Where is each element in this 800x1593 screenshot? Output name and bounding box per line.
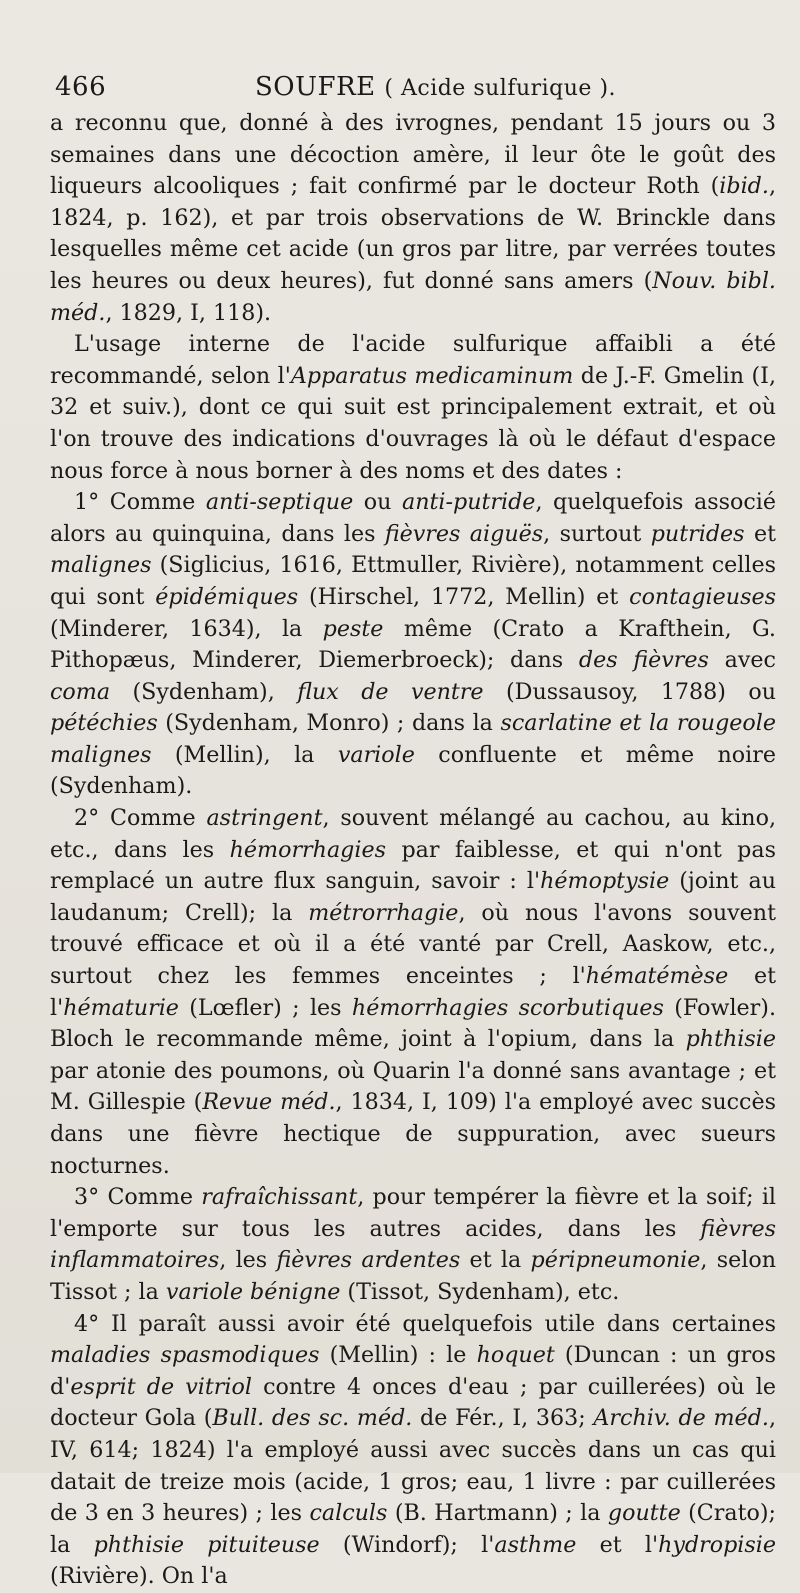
italic-run: anti-septique — [205, 489, 354, 516]
text-run: de J.-F. Gmelin (I, 32 et suiv.), dont ce qui suit est principalement extrait, et où l'on trouve des indications d'ouvrages là où le défaut d'espace nous force à nous borner à des noms et des dates : — [50, 362, 776, 484]
italic-run: ibid. — [719, 173, 769, 200]
italic-run: hémoptysie — [540, 868, 670, 895]
text-run: confluente et même noire (Sydenham). — [50, 741, 776, 800]
text-run: , 1834, I, 109) l'a employé avec succès dans une fièvre hectique de suppuration, avec sueurs nocturnes. — [50, 1089, 776, 1179]
text-run: (Rivière). On l'a — [50, 1563, 228, 1590]
text-run: , quelquefois associé alors au quinquina, dans les — [50, 489, 776, 547]
text-run: (Minderer, 1634), la — [50, 615, 323, 642]
italic-run: putrides — [650, 520, 745, 547]
text-run: de Fér., I, 363; — [412, 1405, 594, 1432]
text-run: (B. Hartmann) ; la — [387, 1500, 608, 1527]
italic-run: hémorrhagies — [229, 836, 386, 863]
text-run: , où nous l'avons souvent trouvé efficace et où il a été vanté par Crell, Aaskow, etc., surtout chez les femmes enceintes ; l' — [50, 899, 776, 990]
italic-run: fièvres ardentes — [276, 1247, 461, 1274]
text-run: 4° Il paraît aussi avoir été quelquefois utile dans certaines — [74, 1310, 776, 1337]
italic-run: métrorrhagie — [308, 899, 459, 926]
italic-run: variole — [337, 741, 415, 768]
text-run: par atonie des poumons, où Quarin l'a donné sans avantage ; et M. Gillespie ( — [50, 1057, 776, 1116]
italic-run: Nouv. bibl. méd. — [50, 267, 776, 326]
italic-run: malignes — [50, 552, 152, 579]
text-run: (Dussausoy, 1788) ou — [483, 678, 777, 705]
text-run: (Sydenham, Monro) ; dans la — [157, 710, 501, 737]
running-head — [50, 68, 776, 108]
body-text — [50, 108, 776, 1593]
text-run: (Mellin) : le — [319, 1342, 477, 1369]
paragraph — [50, 108, 776, 329]
text-run: (Sydenham), — [110, 678, 298, 705]
text-run: (Tissot, Sydenham), etc. — [340, 1278, 620, 1305]
italic-run: asthme — [494, 1531, 577, 1558]
text-run: (Siglicius, 1616, Ettmuller, Rivière), notamment celles qui sont — [50, 552, 776, 610]
text-run: 2° Comme — [74, 805, 207, 832]
text-run: 3° Comme — [74, 1184, 202, 1211]
italic-run: hématémèse — [585, 963, 729, 990]
italic-run: fièvres aiguës — [384, 520, 544, 547]
text-run: , IV, 614; 1824) l'a employé aussi avec succès dans un cas qui datait de treize mois (acide, 1 gros; eau, 1 livre : par cuillerées de 3 en 3 heures) ; les — [50, 1405, 776, 1527]
italic-run: des fièvres — [578, 647, 709, 674]
text-run: , les — [219, 1247, 277, 1274]
paragraph — [50, 1182, 776, 1308]
paragraph — [50, 487, 776, 803]
italic-run: scarlatine et la rougeole malignes — [50, 710, 776, 768]
text-run: (Fowler). Bloch le recommande même, joint à l'opium, dans la — [50, 994, 776, 1053]
italic-run: épidémiques — [155, 583, 299, 610]
text-run: (joint au laudanum; Crell); la — [50, 868, 777, 926]
text-run: (Mellin), la — [151, 741, 338, 768]
text-run: (Windorf); l' — [319, 1531, 495, 1558]
italic-run: contagieuses — [629, 583, 776, 610]
text-run: (Lœfler) ; les — [178, 994, 352, 1021]
italic-run: flux de ventre — [297, 678, 484, 705]
text-run: et l' — [50, 963, 776, 1021]
paragraph — [50, 1309, 776, 1593]
text-run: et l' — [576, 1531, 659, 1558]
text-run: avec — [708, 647, 776, 674]
text-run: , 1829, I, 118). — [105, 299, 272, 326]
italic-run: Bull. des sc. méd. — [212, 1405, 413, 1432]
paragraph — [50, 329, 776, 487]
italic-run: pétéchies — [50, 710, 158, 737]
text-run: par faiblesse, et qui n'ont pas remplacé un autre flux sanguin, savoir : l' — [50, 836, 776, 895]
paragraph — [50, 803, 776, 1182]
italic-run: calculs — [309, 1500, 388, 1527]
text-run: , souvent mélangé au cachou, au kino, etc., dans les — [50, 805, 777, 863]
header-title-main: SOUFRE — [255, 72, 376, 102]
text-run: , surtout — [543, 520, 651, 547]
text-run: , pour tempérer la fièvre et la soif; il l'emporte sur tous les autres acides, dans les — [50, 1184, 777, 1242]
italic-run: esprit de vitriol — [70, 1373, 252, 1400]
italic-run: Archiv. de méd. — [593, 1405, 769, 1432]
page-number: 466 — [55, 72, 107, 102]
italic-run: variole bénigne — [165, 1278, 341, 1305]
italic-run: phthisie pituiteuse — [93, 1531, 320, 1558]
italic-run: anti-putride — [401, 489, 536, 516]
italic-run: Revue méd. — [202, 1089, 336, 1116]
text-run: L'usage interne de l'acide sulfurique affaibli a été recommandé, selon l' — [50, 331, 776, 389]
italic-run: hydropisie — [658, 1531, 776, 1558]
text-run: (Duncan : un gros d' — [50, 1342, 776, 1400]
header-title-sub: ( Acide sulfurique ). — [384, 76, 617, 101]
italic-run: fièvres inflammatoires — [50, 1215, 776, 1274]
italic-run: coma — [50, 678, 111, 705]
text-run: contre 4 onces d'eau ; par cuillerées) où le docteur Gola ( — [50, 1373, 777, 1432]
text-run: a reconnu que, donné à des ivrognes, pendant 15 jours ou 3 semaines dans une décoction amère, il leur ôte le goût des liqueurs alcooliques ; fait confirmé par le docteur Roth ( — [50, 110, 776, 200]
italic-run: peste — [322, 615, 384, 642]
text-run: , 1824, p. 162), et par trois observations de W. Brinckle dans lesquelles même cet acide (un gros par litre, par verrées toutes les heures ou deux heures), fut donné sans amers ( — [50, 173, 776, 294]
italic-run: goutte — [607, 1500, 681, 1527]
italic-run: hémorrhagies scorbutiques — [351, 994, 664, 1021]
italic-run: hoquet — [476, 1342, 555, 1369]
text-run: , selon Tissot ; la — [50, 1247, 777, 1305]
italic-run: Apparatus medicaminum — [290, 362, 574, 389]
text-run: ou — [353, 489, 402, 516]
text-run: et la — [460, 1247, 531, 1274]
italic-run: hématurie — [63, 994, 179, 1021]
italic-run: maladies spasmodiques — [50, 1342, 320, 1369]
text-run: (Crato); la — [50, 1500, 777, 1558]
text-run: 1° Comme — [74, 489, 206, 516]
text-run: (Hirschel, 1772, Mellin) et — [298, 583, 630, 610]
text-run: même (Crato a Krafthein, G. Pithopæus, Minderer, Diemerbroeck); dans — [50, 615, 776, 674]
italic-run: rafraîchissant — [201, 1184, 358, 1211]
italic-run: phthisie — [685, 1026, 776, 1053]
italic-run: astringent — [206, 805, 323, 832]
text-run: et — [744, 520, 777, 547]
italic-run: péripneumonie — [530, 1247, 701, 1274]
header-title — [255, 72, 616, 102]
